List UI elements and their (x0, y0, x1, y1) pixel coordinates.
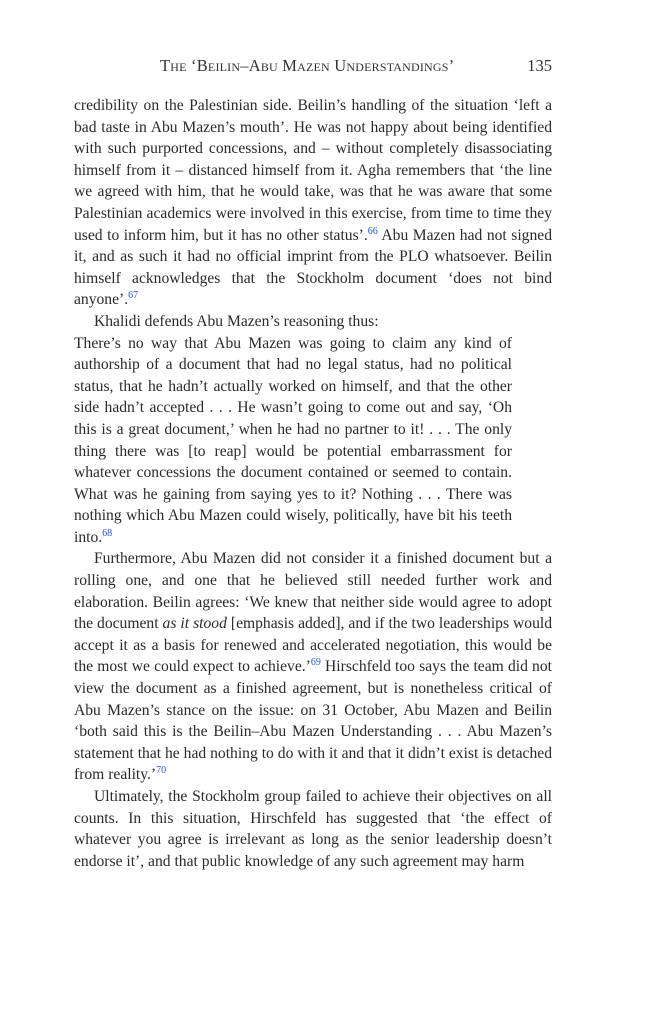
rh-part: M (277, 56, 298, 75)
footnote-ref-68[interactable]: 68 (102, 527, 113, 539)
paragraph-4: Ultimately, the Stockholm group failed to achieve their objectives on all counts. In this situation, Hirschfeld has suggested that ‘the effect of whatever you agree is irrelevant as long as the senior leadership doesn’t endorse it’, and that public knowledge of any such agreement may harm (74, 788, 552, 870)
paragraph-2: Khalidi defends Abu Mazen’s reasoning thus: (94, 312, 379, 330)
text-run: credibility on the Palestinian side. Beilin’s handling of the situation ‘left a bad taste in Abu Mazen’s mouth’. He was not happy about being identified with such purported concessions, and – without completely disassociating himself from it – distanced himself from it. Agha remembers that ‘the line we agreed with him, that he would take, was that he was aware that some Palestinian academics were involved in this exercise, from time to time they used to inform him, but it has no other status’. (74, 97, 552, 244)
text-run: Furthermore, Abu Mazen did not consider it a finished document but a rolling one, and one that he believed still needed further work and elaboration. Beilin agrees: ‘We knew that neither side would agree to adopt the document (74, 550, 552, 633)
rh-part: bu (260, 56, 278, 75)
rh-part: U (329, 56, 347, 75)
paragraph-1 (74, 95, 552, 311)
rh-part: –A (240, 56, 261, 75)
body-text (74, 95, 552, 872)
text-run: Abu Mazen had not signed it, and as such it had no official imprint from the PLO whatsoever. Beilin himself acknowledges that the Stockholm document ‘does not bind anyone’. (74, 226, 552, 309)
rh-part: azen (297, 56, 330, 75)
rh-part: T (160, 56, 171, 75)
running-head (74, 56, 552, 78)
text-run: [emphasis added], and if the two leaderships would accept it as a basis for renewed and accelerated negotiation, this would be the most we could expect to achieve.’ (74, 615, 553, 676)
footnote-ref-67[interactable]: 67 (128, 290, 139, 302)
rh-part: eilin (207, 56, 241, 75)
text-run: Hirschfeld too says the team did not view the document as a finished agreement, but is nonetheless critical of Abu Mazen’s stance on the issue: on 31 October, Abu Mazen and Beilin ‘both said this is the Beilin–Abu Mazen Understanding . . . Abu Mazen’s statement that he had nothing to do with it and that it didn’t exist is detached from reality.’ (74, 658, 552, 784)
footnote-ref-69[interactable]: 69 (310, 657, 321, 669)
paragraph-3 (74, 548, 552, 786)
emphasis: as it stood (162, 615, 227, 633)
page-number: 135 (527, 56, 552, 75)
block-quote (74, 333, 512, 549)
footnote-ref-70[interactable]: 70 (156, 765, 167, 777)
rh-part: ‘B (186, 56, 208, 75)
running-head-title (160, 56, 454, 76)
rh-part: nderstandings’ (346, 56, 455, 75)
footnote-ref-66[interactable]: 66 (367, 225, 378, 237)
text-run: There’s no way that Abu Mazen was going to claim any kind of authorship of a document that had no legal status, had no political status, that he hadn’t actually worked on himself, and that the other side hadn’t accepted . . . He wasn’t going to come out and say, ‘Oh this is a great document,’ when he had no partner to it! . . . The only thing there was [to reap] would be potential embarrassment for whatever concessions the document contained or seemed to contain. What was he gaining from saying yes to it? Nothing . . . There was nothing which Abu Mazen could wisely, politically, have bit his teeth into. (74, 334, 512, 546)
rh-part: he (170, 56, 187, 75)
